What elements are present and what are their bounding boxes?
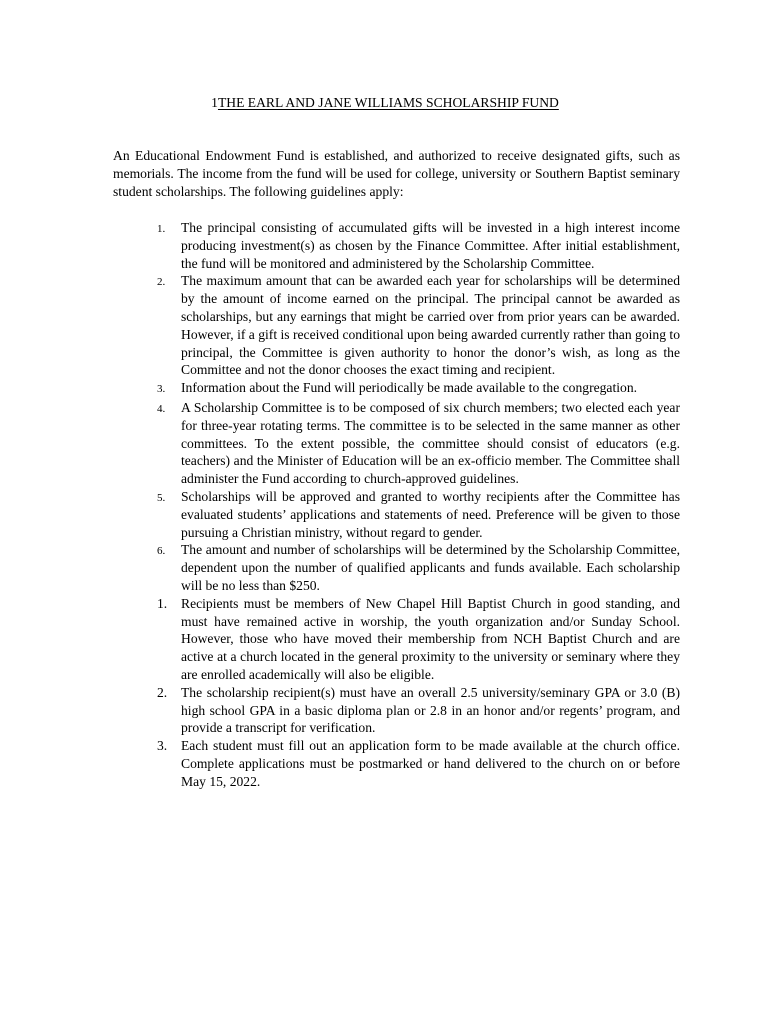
item-text: A Scholarship Committee is to be composed of six church members; two elected each year for three-year rotating terms. The committee is to be selected in the same manner as other committees. To the extent possible, the committee should consist of educators (e.g. teachers) and the Minister of Education will be an ex-officio member. The Committee shall administer the Fund according to church-approved guidelines. [181, 399, 680, 487]
item-number: 5. [157, 491, 166, 504]
list-item [113, 595, 680, 684]
item-text: Information about the Fund will periodically be made available to the congregation. [181, 380, 638, 396]
item-number: 1. [157, 223, 166, 235]
list-item [113, 219, 680, 272]
item-text: The scholarship recipient(s) must have an overall 2.5 university/seminary GPA or 3.0 (B) high school GPA in a basic diploma plan or 2.8 in an honor and/or regents’ program, and provide a transcript for verification. [181, 684, 680, 736]
item-number: 4. [157, 402, 166, 415]
item-number: 3. [157, 738, 168, 754]
item-text: The amount and number of scholarships will be determined by the Scholarship Committee, dependent upon the number of qualified applicants and funds available. Each scholarship will be no less than $250. [181, 542, 680, 593]
title-prefix: 1 [211, 95, 218, 110]
item-number: 2. [157, 276, 166, 289]
item-text: Recipients must be members of New Chapel Hill Baptist Church in good standing, and must have remained active in worship, the youth organization and/or Sunday School. However, those who have moved their membership from NCH Baptist Church and are active at a church located in the general proximity to the university or seminary where they are enrolled academically will also be eligible. [181, 595, 680, 682]
item-number: 6. [157, 545, 166, 558]
list-item [113, 379, 680, 399]
list-item [113, 272, 680, 379]
item-number: 2. [157, 684, 168, 700]
guidelines-list [113, 219, 680, 791]
list-item [113, 541, 680, 594]
item-text: Scholarships will be approved and granted to worthy recipients after the Committee has evaluated students’ applications and statements of need. Preference will be given to those pursuing a Christian ministry, without regard to gender. [181, 488, 680, 540]
list-item [113, 399, 680, 488]
item-text: The maximum amount that can be awarded each year for scholarships will be determined by the amount of income earned on the principal. The principal cannot be awarded as scholarships, but any earnings that might be carried over from prior years can be awarded. However, if a gift is received conditional upon being awarded currently rather than going to principal, the Committee is given authority to honor the donor’s wish, as long as the Committee and not the donor chooses the exact timing and recipient. [181, 273, 680, 378]
title-text: THE EARL AND JANE WILLIAMS SCHOLARSHIP FUND [217, 95, 559, 110]
page-title [0, 94, 770, 112]
item-number: 1. [157, 595, 168, 611]
list-item [113, 684, 680, 737]
intro-paragraph: An Educational Endowment Fund is established, and authorized to receive designated gifts, such as memorials. The income from the fund will be used for college, university or Southern Baptist seminary student scholarships. The following guidelines apply: [113, 148, 680, 199]
list-item [113, 488, 680, 541]
list-item [113, 737, 680, 790]
item-text: The principal consisting of accumulated gifts will be invested in a high interest income producing investment(s) as chosen by the Finance Committee. After initial establishment, the fund will be monitored and administered by the Scholarship Committee. [181, 220, 680, 271]
item-number: 3. [157, 383, 166, 396]
item-text: Each student must fill out an application form to be made available at the church office. Complete applications must be postmarked or hand delivered to the church on or before May 15, 2022. [181, 738, 680, 789]
